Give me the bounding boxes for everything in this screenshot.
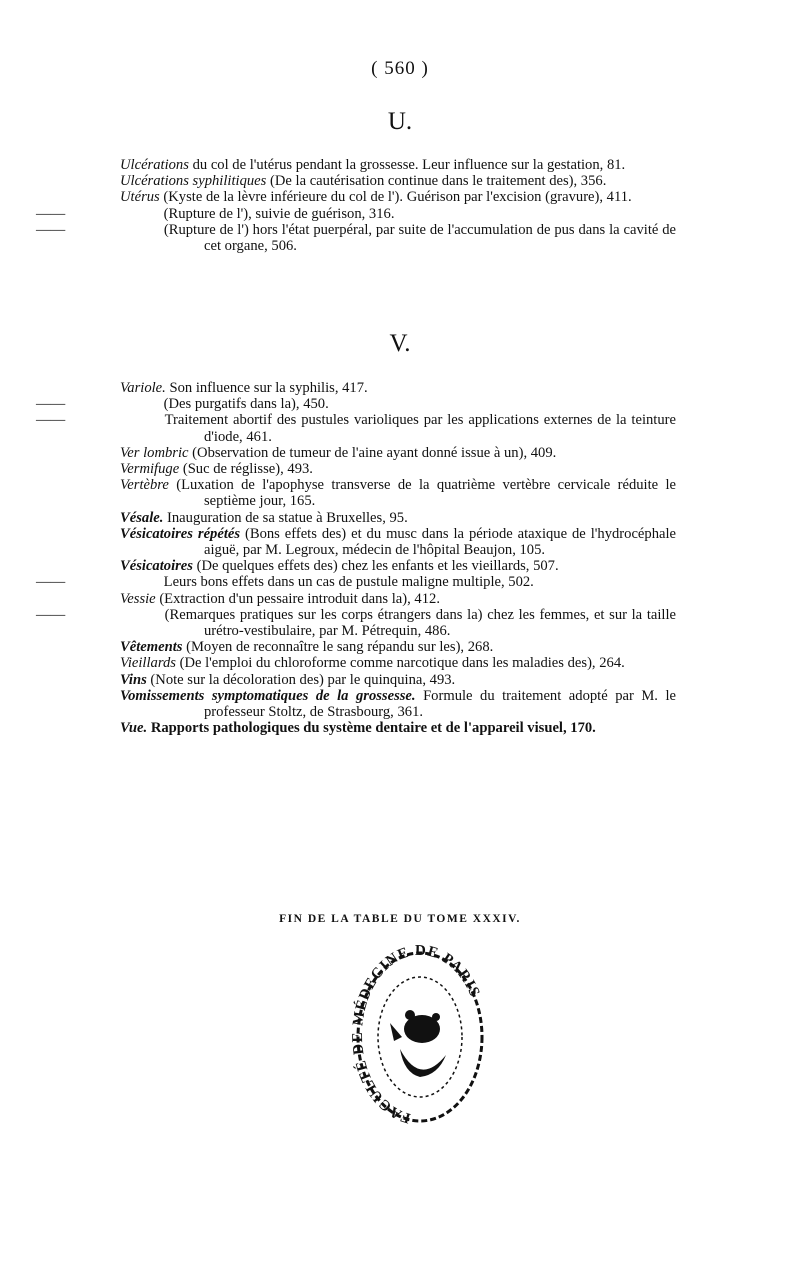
entry-term: Utérus: [120, 189, 160, 206]
entry-term: ——: [36, 396, 66, 413]
index-entry: [36, 205, 676, 222]
entry-text: Rapports pathologiques du système dentaire et de l'appareil visuel, 170.: [147, 720, 596, 737]
index-entry: [120, 639, 676, 655]
index-entry: [120, 157, 676, 173]
index-entry: [120, 655, 676, 671]
entry-text: (Rupture de l') hors l'état puerpéral, par suite de l'accumulation de pus dans la cavité de cet organe, 506.: [160, 221, 676, 255]
entry-term: Vésicatoires répétés: [120, 525, 241, 542]
entry-term: ——: [36, 606, 66, 623]
library-stamp-icon: [350, 937, 490, 1137]
page-number: ( 560 ): [371, 58, 429, 79]
index-entry: [120, 688, 676, 720]
index-entry: [36, 574, 676, 591]
entry-text: (Moyen de reconnaître le sang répandu sur les), 268.: [182, 639, 494, 656]
index-entry: [120, 173, 676, 189]
entry-term: Vomissements symptomatiques de la grossesse.: [120, 687, 416, 704]
section-u-entries: [36, 157, 676, 255]
section-letter-u: U.: [387, 108, 413, 135]
index-entry: [120, 461, 676, 477]
entry-text: Formule du traitement adopté par M. le professeur Stoltz, de Strasbourg, 361.: [204, 687, 676, 721]
entry-term: Ver lombric: [120, 444, 189, 461]
entry-term: Vue.: [120, 720, 148, 737]
svg-text:FACULTÉ DE MÉDECINE DE PARIS: FACULTÉ DE MÉDECINE DE PARIS: [350, 942, 483, 1126]
entry-term: Vêtements: [120, 639, 183, 656]
index-entry: [120, 445, 676, 461]
index-entry: [120, 720, 676, 736]
index-entry: [36, 606, 676, 640]
entry-term: ——: [36, 412, 66, 429]
index-entry: [120, 558, 676, 574]
index-entry: [120, 380, 676, 396]
entry-text: Leurs bons effets dans un cas de pustule maligne multiple, 502.: [160, 574, 534, 591]
entry-text: (De quelques effets des) chez les enfants et les vieillards, 507.: [192, 558, 559, 575]
index-entry: [120, 189, 676, 205]
entry-term: Vésicatoires: [120, 558, 193, 575]
index-entry: [36, 396, 676, 413]
entry-term: Vésale.: [120, 509, 164, 526]
entry-text: (Suc de réglisse), 493.: [179, 461, 313, 478]
entry-text: Traitement abortif des pustules varioliques par les applications externes de la teinture d'iode, 461.: [160, 412, 676, 445]
entry-text: (Observation de tumeur de l'aine ayant donné issue à un), 409.: [188, 444, 557, 461]
index-entry: [120, 672, 676, 688]
index-entry: [120, 526, 676, 558]
index-entry: [36, 412, 676, 445]
entry-text: du col de l'utérus pendant la grossesse. Leur influence sur la gestation, 81.: [188, 157, 626, 173]
entry-term: Vermifuge: [120, 461, 180, 478]
entry-text: (Extraction d'un pessaire introduit dans la), 412.: [155, 590, 440, 607]
index-entry: [120, 510, 676, 526]
entry-term: Vins: [120, 671, 147, 688]
entry-term: ——: [36, 221, 66, 238]
section-letter-v: V.: [389, 330, 411, 357]
entry-text: (Rupture de l'), suivie de guérison, 316.: [160, 205, 395, 222]
entry-text: Inauguration de sa statue à Bruxelles, 95.: [163, 509, 408, 526]
entry-term: ——: [36, 574, 66, 591]
entry-text: (De la cautérisation continue dans le traitement des), 356.: [266, 173, 607, 190]
entry-term: Variole.: [120, 380, 166, 396]
entry-term: ——: [36, 205, 66, 222]
entry-term: Vessie: [120, 590, 156, 607]
entry-term: Vieillards: [120, 655, 176, 672]
entry-text: (Bons effets des) et du musc dans la période ataxique de l'hydrocéphale aiguë, par M. Legroux, médecin de l'hôpital Beaujon, 105.: [204, 525, 676, 559]
section-v-entries: [36, 380, 676, 737]
entry-term: Vertèbre: [120, 477, 169, 494]
entry-text: (De l'emploi du chloroforme comme narcotique dans les maladies des), 264.: [175, 655, 625, 672]
entry-text: (Remarques pratiques sur les corps étrangers dans la) chez les femmes, et sur la taille urétro-vestibulaire, par M. Pétrequin, 486.: [160, 606, 676, 640]
entry-text: (Kyste de la lèvre inférieure du col de l'). Guérison par l'excision (gravure), 411.: [159, 189, 632, 206]
entry-text: (Luxation de l'apophyse transverse de la quatrième vertèbre cervicale réduite le septième jour, 165.: [168, 477, 676, 510]
end-of-table-note: FIN DE LA TABLE DU TOME XXXIV.: [279, 913, 521, 925]
index-entry: [120, 591, 676, 607]
index-entry: [36, 221, 676, 255]
index-entry: [120, 477, 676, 509]
entry-text: Son influence sur la syphilis, 417.: [165, 380, 368, 396]
entry-term: Ulcérations: [120, 157, 189, 173]
entry-term: Ulcérations syphilitiques: [120, 173, 267, 190]
entry-text: (Des purgatifs dans la), 450.: [160, 396, 329, 413]
entry-text: (Note sur la décoloration des) par le quinquina, 493.: [146, 671, 456, 688]
